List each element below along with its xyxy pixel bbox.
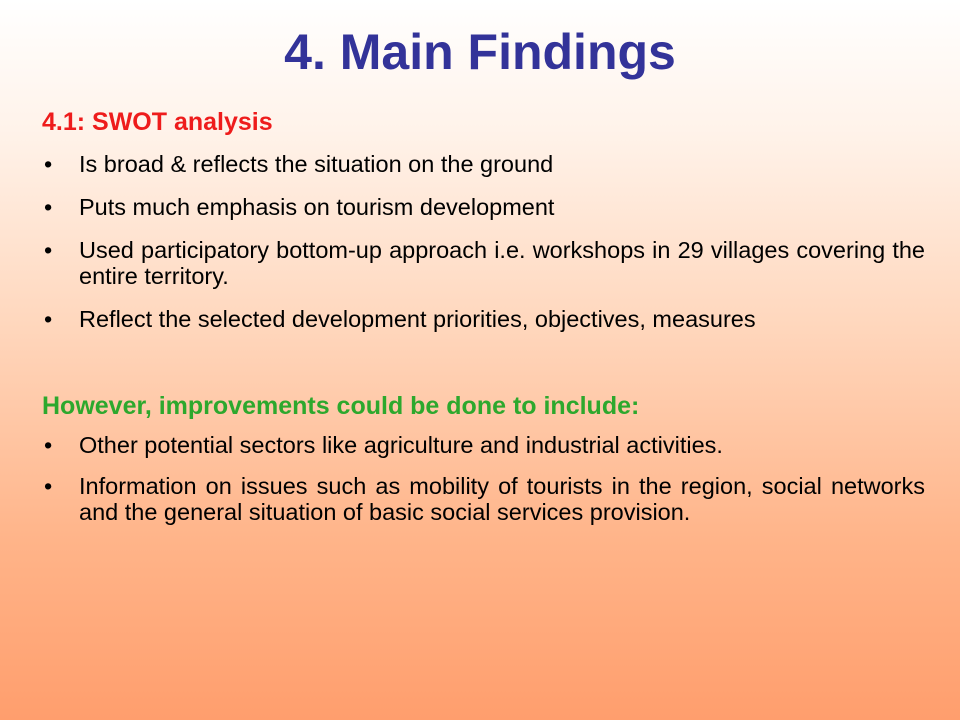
bullet-icon: • [44, 237, 53, 263]
list-item [42, 194, 925, 220]
swot-bullet-list [42, 151, 925, 349]
list-item-text: Other potential sectors like agriculture and industrial activities. [79, 432, 723, 458]
list-item-text: Reflect the selected development priorities, objectives, measures [79, 306, 756, 332]
bullet-icon: • [44, 306, 53, 332]
bullet-icon: • [44, 432, 53, 458]
list-item [42, 473, 925, 525]
bullet-icon: • [44, 151, 53, 177]
list-item-text: Is broad & reflects the situation on the ground [79, 151, 554, 177]
section-heading-improvements: However, improvements could be done to include: [42, 392, 640, 420]
list-item [42, 432, 925, 458]
list-item-text: Puts much emphasis on tourism development [79, 194, 555, 220]
list-item [42, 306, 925, 332]
section-heading-swot: 4.1: SWOT analysis [42, 108, 273, 136]
slide-title: 4. Main Findings [284, 24, 676, 80]
list-item [42, 151, 925, 177]
list-item-text: Information on issues such as mobility of tourists in the region, social networks and the general situation of basic social services provision. [79, 473, 925, 525]
list-item-text: Used participatory bottom-up approach i.e. workshops in 29 villages covering the entire territory. [79, 237, 925, 289]
bullet-icon: • [44, 194, 53, 220]
bullet-icon: • [44, 473, 53, 499]
improvements-bullet-list [42, 432, 925, 542]
list-item [42, 237, 925, 289]
